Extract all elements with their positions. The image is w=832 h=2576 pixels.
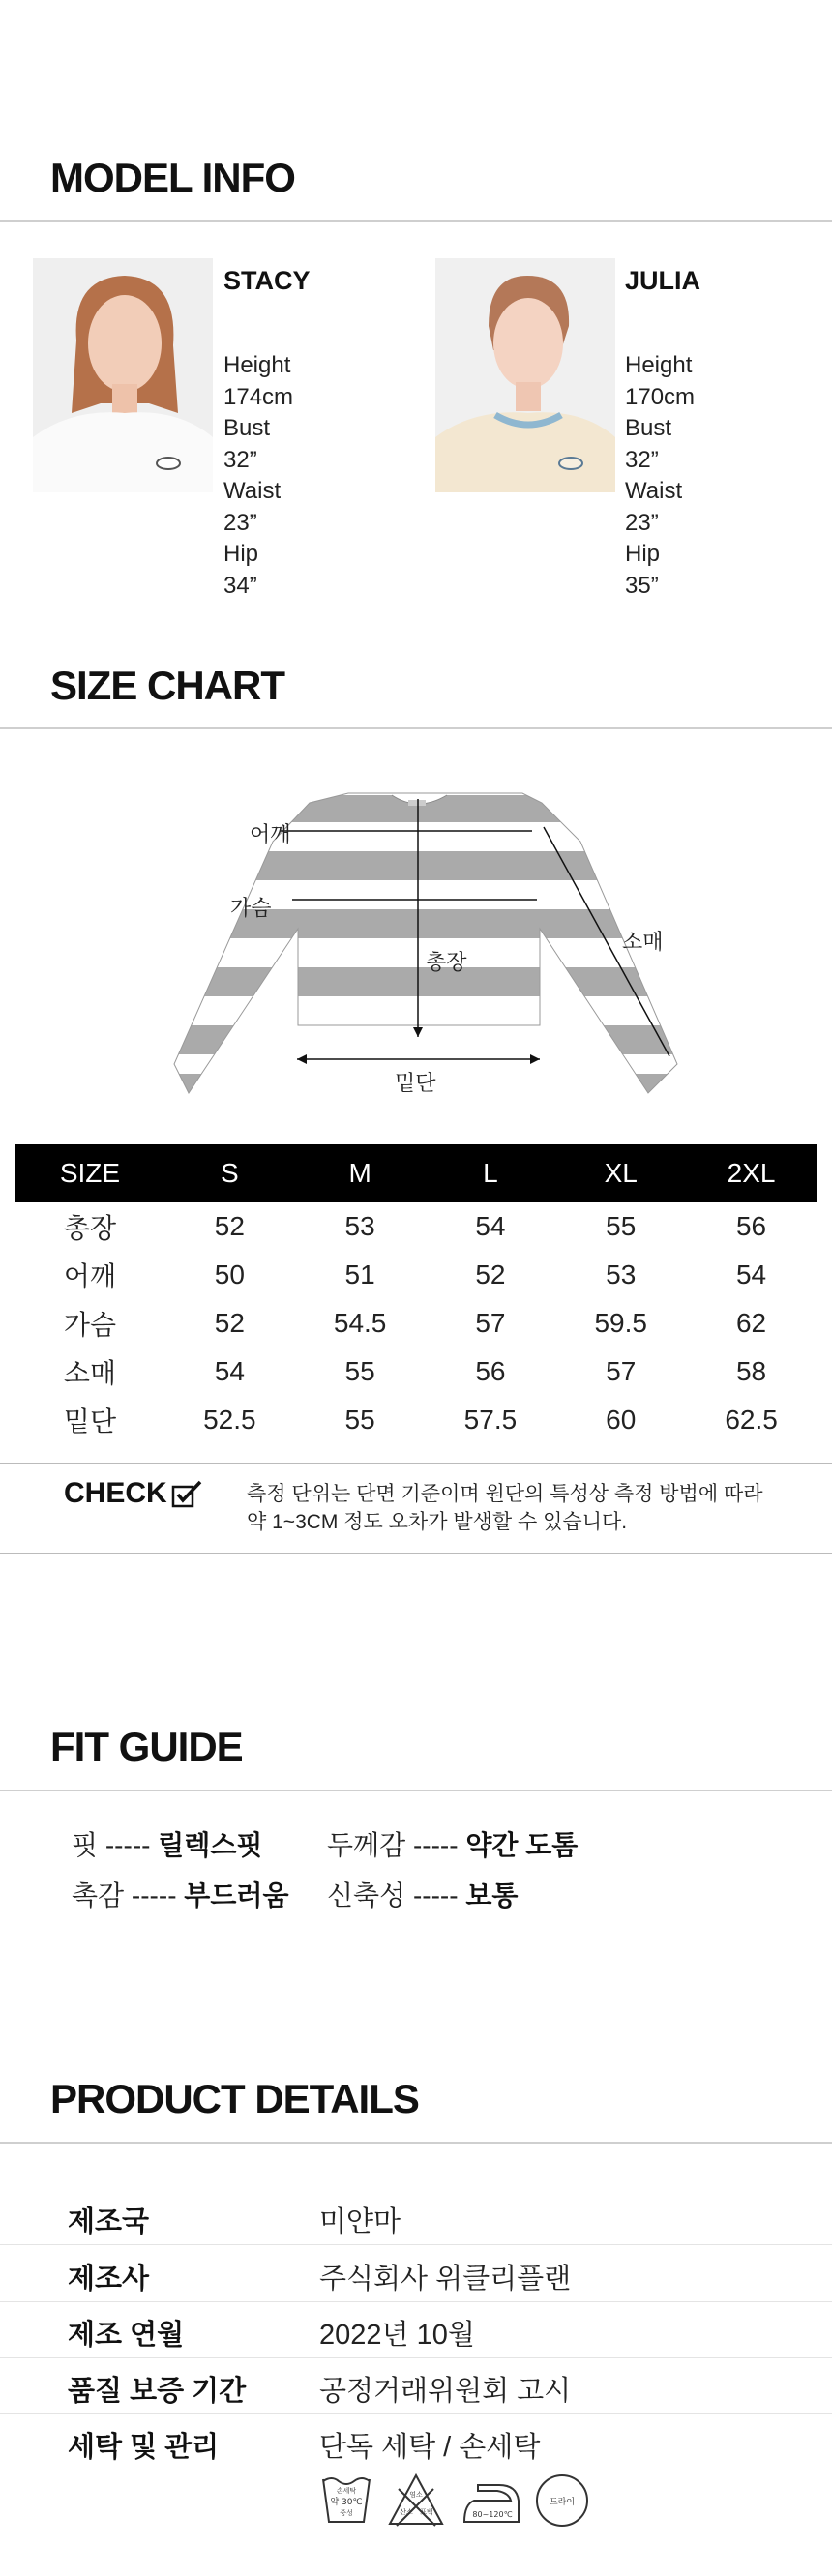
row-label: 총장 xyxy=(63,1213,117,1243)
model-name: STACY xyxy=(223,266,311,295)
detail-row xyxy=(0,2413,832,2470)
stat-value: 170cm xyxy=(625,383,696,410)
wash-30-icon xyxy=(317,2472,375,2530)
chest-label: 가슴 xyxy=(230,896,272,920)
table-cell: 52.5 xyxy=(203,1405,256,1435)
divider xyxy=(0,1790,832,1791)
table-cell: 57 xyxy=(606,1356,637,1386)
fit-value: 릴렉스핏 xyxy=(158,1830,263,1860)
fit-item xyxy=(327,1875,518,1913)
model-stats xyxy=(625,350,695,602)
fit-dashes: ----- xyxy=(412,1830,459,1860)
stat-label: Height xyxy=(223,352,291,378)
detail-row xyxy=(0,2301,832,2358)
dry-clean-icon xyxy=(533,2472,591,2530)
fit-item xyxy=(72,1824,262,1863)
no-bleach-icon xyxy=(387,2472,445,2530)
table-row xyxy=(15,1347,817,1396)
divider xyxy=(0,727,832,729)
model-name: JULIA xyxy=(625,266,701,295)
stat-value: 23” xyxy=(223,509,257,536)
fit-value: 부드러움 xyxy=(184,1880,289,1910)
table-cell: 55 xyxy=(606,1211,637,1241)
fit-dashes: ----- xyxy=(104,1830,151,1860)
table-cell: 54.5 xyxy=(333,1308,387,1338)
hem-label: 밑단 xyxy=(395,1071,436,1095)
fit-value: 약간 도톰 xyxy=(465,1830,579,1860)
table-cell: 52 xyxy=(475,1259,506,1289)
model-photo-julia xyxy=(435,258,615,492)
product-details-title: PRODUCT DETAILS xyxy=(50,2076,419,2121)
stat-value: 34” xyxy=(223,572,257,599)
fit-value: 보통 xyxy=(465,1880,519,1910)
detail-label: 제조사 xyxy=(68,2264,150,2295)
size-chart-title: SIZE CHART xyxy=(50,663,284,708)
check-note-line: 약 1~3CM 정도 오차가 발생할 수 있습니다. xyxy=(247,1511,628,1533)
stat-label: Hip xyxy=(223,541,259,567)
header-cell: 2XL xyxy=(686,1144,817,1202)
stat-value: 174cm xyxy=(223,383,294,410)
stat-label: Bust xyxy=(223,415,271,441)
garment-diagram xyxy=(164,784,687,1103)
checkbox-checked-icon xyxy=(171,1479,204,1508)
model-info-title: MODEL INFO xyxy=(50,155,295,200)
care-text: 산소 xyxy=(400,2508,413,2516)
care-text: 약 30℃ xyxy=(330,2498,363,2507)
fit-dashes: ----- xyxy=(412,1880,459,1910)
table-cell: 55 xyxy=(344,1356,375,1386)
header-cell: S xyxy=(164,1144,295,1202)
fit-label: 핏 xyxy=(72,1830,99,1860)
detail-row xyxy=(0,2188,832,2245)
fit-guide-title: FIT GUIDE xyxy=(50,1724,243,1769)
table-cell: 62 xyxy=(735,1308,767,1338)
detail-row xyxy=(0,2245,832,2302)
check-label: CHECK xyxy=(64,1477,167,1509)
table-cell: 62.5 xyxy=(725,1405,778,1435)
table-cell: 54 xyxy=(214,1356,245,1386)
detail-label: 품질 보증 기간 xyxy=(68,2376,247,2407)
size-table xyxy=(15,1144,817,1444)
model-photo-stacy xyxy=(33,258,213,492)
row-label: 어깨 xyxy=(63,1261,117,1291)
table-cell: 54 xyxy=(475,1211,506,1241)
table-cell: 52 xyxy=(214,1211,245,1241)
row-label: 가슴 xyxy=(63,1310,117,1340)
detail-label: 세탁 및 관리 xyxy=(68,2432,220,2463)
header-cell: SIZE xyxy=(15,1144,164,1202)
stat-label: Bust xyxy=(625,415,672,441)
stat-value: 23” xyxy=(625,509,659,536)
fit-label: 신축성 xyxy=(327,1880,406,1910)
care-text: 드라이 xyxy=(549,2498,576,2507)
table-cell: 58 xyxy=(735,1356,767,1386)
stat-label: Waist xyxy=(625,478,683,504)
detail-value: 단독 세탁 / 손세탁 xyxy=(319,2432,541,2463)
stat-value: 32” xyxy=(625,446,659,473)
detail-value: 2022년 10월 xyxy=(319,2320,475,2351)
care-text: 표백 xyxy=(420,2508,433,2516)
row-label: 밑단 xyxy=(63,1406,117,1436)
iron-icon xyxy=(461,2472,522,2530)
stat-label: Waist xyxy=(223,478,282,504)
table-cell: 55 xyxy=(344,1405,375,1435)
stat-label: Height xyxy=(625,352,693,378)
fit-item xyxy=(327,1824,578,1863)
check-note-line: 측정 단위는 단면 기준이며 원단의 특성상 측정 방법에 따라 xyxy=(247,1483,763,1505)
header-cell: M xyxy=(295,1144,426,1202)
divider xyxy=(0,220,832,222)
stat-label: Hip xyxy=(625,541,661,567)
table-cell: 51 xyxy=(344,1259,375,1289)
fit-label: 두께감 xyxy=(327,1830,406,1860)
detail-value: 공정거래위원회 고시 xyxy=(319,2376,572,2407)
table-row xyxy=(15,1299,817,1347)
detail-value: 주식회사 위클리플랜 xyxy=(319,2264,572,2295)
stat-value: 32” xyxy=(223,446,257,473)
table-cell: 57 xyxy=(475,1308,506,1338)
care-text: 염소 xyxy=(409,2491,423,2499)
fit-item xyxy=(72,1875,289,1913)
table-cell: 59.5 xyxy=(594,1308,647,1338)
size-table-header xyxy=(15,1144,817,1202)
sleeve-label: 소매 xyxy=(622,930,664,954)
table-cell: 56 xyxy=(735,1211,767,1241)
detail-row xyxy=(0,2357,832,2414)
divider xyxy=(0,1463,832,1464)
fit-label: 촉감 xyxy=(72,1880,125,1910)
table-cell: 54 xyxy=(735,1259,767,1289)
table-cell: 60 xyxy=(606,1405,637,1435)
care-text: 80~120℃ xyxy=(472,2510,513,2519)
table-row xyxy=(15,1251,817,1299)
table-cell: 52 xyxy=(214,1308,245,1338)
detail-label: 제조국 xyxy=(68,2206,150,2237)
check-label-group xyxy=(64,1477,204,1510)
detail-value: 미얀마 xyxy=(319,2206,401,2237)
care-text: 손세탁 xyxy=(336,2487,357,2495)
detail-label: 제조 연월 xyxy=(68,2320,185,2351)
header-cell: XL xyxy=(555,1144,686,1202)
table-cell: 53 xyxy=(344,1211,375,1241)
divider xyxy=(0,2142,832,2144)
care-text: 중성 xyxy=(340,2509,353,2517)
shoulder-label: 어깨 xyxy=(250,822,291,846)
table-cell: 53 xyxy=(606,1259,637,1289)
table-row xyxy=(15,1202,817,1251)
table-cell: 50 xyxy=(214,1259,245,1289)
model-stats xyxy=(223,350,293,602)
row-label: 소매 xyxy=(63,1358,117,1388)
check-note xyxy=(247,1480,763,1536)
stat-value: 35” xyxy=(625,572,659,599)
table-row xyxy=(15,1396,817,1444)
fit-dashes: ----- xyxy=(131,1880,177,1910)
header-cell: L xyxy=(426,1144,556,1202)
length-label: 총장 xyxy=(426,950,467,974)
divider xyxy=(0,1553,832,1554)
table-cell: 56 xyxy=(475,1356,506,1386)
table-cell: 57.5 xyxy=(463,1405,518,1435)
